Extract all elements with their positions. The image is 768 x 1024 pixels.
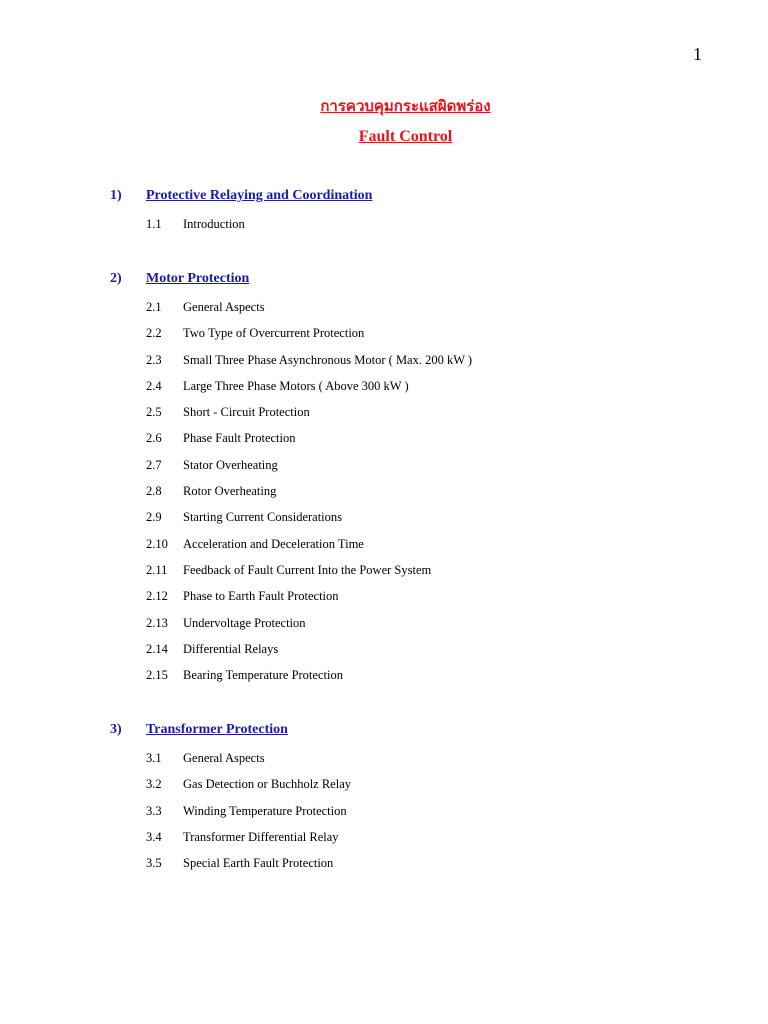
section-items [110,211,710,237]
item-number: 2.10 [146,536,168,551]
item-number: 2.7 [146,457,162,472]
item-number: 2.12 [146,589,168,604]
list-item [110,583,710,609]
section-title[interactable]: Protective Relaying and Coordination [146,188,373,203]
item-number: 2.2 [146,326,162,341]
item-label: Rotor Overheating [183,484,277,499]
document-title [0,94,768,162]
item-label: Acceleration and Deceleration Time [183,536,364,551]
list-item [110,425,710,451]
item-number: 2.15 [146,668,168,683]
item-label: Short - Circuit Protection [183,405,310,420]
section-number: 3) [110,722,122,737]
item-number: 2.8 [146,484,162,499]
list-item [110,771,710,797]
item-label: Phase to Earth Fault Protection [183,589,339,604]
section-title[interactable]: Transformer Protection [146,722,288,737]
item-number: 2.4 [146,378,162,393]
item-number: 2.5 [146,405,162,420]
item-number: 3.2 [146,777,162,792]
item-label: Undervoltage Protection [183,615,306,630]
item-label: Feedback of Fault Current Into the Power System [183,562,432,577]
item-number: 3.5 [146,856,162,871]
item-label: Large Three Phase Motors ( Above 300 kW ) [183,378,409,393]
section-number: 2) [110,271,122,286]
item-number: 2.6 [146,431,162,446]
list-item [110,347,710,373]
item-label: Introduction [183,217,245,231]
section-1 [110,185,710,237]
list-item [110,211,710,237]
list-item [110,320,710,346]
item-label: General Aspects [183,300,265,314]
list-item [110,824,710,850]
list-item [110,373,710,399]
list-item [110,610,710,636]
section-number: 1) [110,188,122,203]
item-number: 2.1 [146,300,162,314]
list-item [110,452,710,478]
item-label: Differential Relays [183,641,279,656]
item-label: Gas Detection or Buchholz Relay [183,777,352,792]
list-item [110,850,710,876]
item-label: Starting Current Considerations [183,510,343,525]
item-label: Transformer Differential Relay [183,829,339,844]
section-2 [110,268,710,688]
list-item [110,504,710,530]
section-3 [110,719,710,876]
list-item [110,745,710,771]
item-number: 2.9 [146,510,162,525]
item-number: 2.3 [146,352,162,367]
section-heading [110,719,710,741]
item-number: 2.14 [146,641,168,656]
item-label: Small Three Phase Asynchronous Motor ( Max. 200 kW ) [183,352,473,367]
item-label: Two Type of Overcurrent Protection [183,326,365,341]
list-item [110,399,710,425]
item-label: Winding Temperature Protection [183,803,347,818]
item-label: General Aspects [183,751,265,765]
item-label: Stator Overheating [183,457,278,472]
list-item [110,636,710,662]
title-english: Fault Control [358,128,453,145]
item-number: 3.4 [146,829,162,844]
section-items [110,745,710,876]
list-item [110,478,710,504]
item-label: Special Earth Fault Protection [183,856,334,871]
list-item [110,662,710,688]
section-heading [110,185,710,207]
list-item [110,557,710,583]
item-label: Bearing Temperature Protection [183,668,343,683]
title-thai: การควบคุมกระแสผิดพร่อง [320,97,491,115]
list-item [110,798,710,824]
list-item [110,531,710,557]
page-number: 1 [693,44,702,64]
section-title[interactable]: Motor Protection [146,271,250,286]
item-number: 2.13 [146,615,168,630]
item-label: Phase Fault Protection [183,431,296,446]
item-number: 3.3 [146,803,162,818]
list-item [110,294,710,320]
section-items [110,294,710,688]
item-number: 3.1 [146,751,162,765]
item-number: 1.1 [146,217,162,231]
section-heading [110,268,710,290]
item-number: 2.11 [146,562,168,577]
